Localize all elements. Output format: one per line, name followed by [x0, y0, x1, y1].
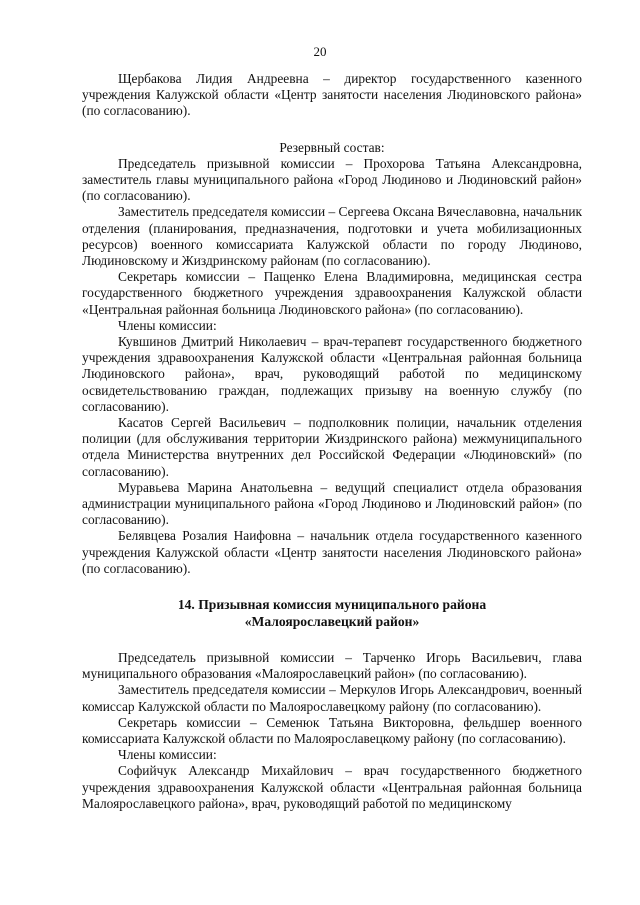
section-title	[82, 597, 582, 630]
section-deputy: Заместитель председателя комиссии – Меркулов Игорь Александрович, военный комиссар Калужской области по Малоярославецкому району (по согласованию).	[82, 682, 582, 714]
reserve-chairman: Председатель призывной комиссии – Прохорова Татьяна Александровна, заместитель главы муниципального района «Город Людиново и Людиновский район» (по согласованию).	[82, 155, 582, 204]
intro-paragraph: Щербакова Лидия Андреевна – директор государственного казенного учреждения Калужской области «Центр занятости населения Людиновского района» (по согласованию).	[82, 71, 582, 119]
reserve-members-heading: Члены комиссии:	[118, 317, 217, 333]
spacer	[82, 630, 582, 650]
reserve-member-muravyeva: Муравьева Марина Анатольевна – ведущий специалист отдела образования администрации муниципального района «Город Людиново и Людиновский район» (по согласованию).	[82, 479, 582, 528]
reserve-member-belyavtseva: Белявцева Розалия Наифовна – начальник отдела государственного казенного учреждения Калужской области «Центр занятости населения Людиновского района» (по согласованию).	[82, 528, 582, 576]
document-body	[82, 71, 582, 812]
reserve-heading: Резервный состав:	[279, 139, 385, 155]
reserve-member-kasatov: Касатов Сергей Васильевич – подполковник полиции, начальник отделения полиции (для обслуживания территории Жиздринского района) межмуниципального отдела Министерства внутренних дел Российской Федерации «Людиновский» (по согласованию).	[82, 415, 582, 479]
spacer	[82, 577, 582, 597]
page-number: 20	[313, 44, 327, 59]
section-chairman: Председатель призывной комиссии – Тарченко Игорь Васильевич, глава муниципального образования «Малоярославецкий район» (по согласованию).	[82, 649, 582, 682]
section-members-heading: Члены комиссии:	[118, 747, 217, 763]
reserve-secretary: Секретарь комиссии – Пащенко Елена Владимировна, медицинская сестра государственного бюджетного учреждения здравоохранения Калужской области «Центральная районная больница Людиновского района» (по согласованию).	[82, 269, 582, 317]
reserve-deputy: Заместитель председателя комиссии – Сергеева Оксана Вячеславовна, начальник отделения (планирования, предназначения, подготовки и учета мобилизационных ресурсов) военного комиссариата Калужской области по городу Людиново, Людиновскому и Жиздринскому районам (по согласованию).	[82, 204, 582, 269]
section-member-sofiychuk: Софийчук Александр Михайлович – врач государственного бюджетного учреждения здравоохранения Калужской области «Центральная районная больница Малоярославецкого района», врач, руководящий работой по медицинскому	[82, 763, 582, 811]
section-secretary: Секретарь комиссии – Семенюк Татьяна Викторовна, фельдшер военного комиссариата Калужской области по Малоярославецкому району (по согласованию).	[82, 714, 582, 746]
reserve-member-kuvshinov: Кувшинов Дмитрий Николаевич – врач-терапевт государственного бюджетного учреждения здравоохранения Калужской области «Центральная районная больница Людиновского района», врач, руководящий работой по медицинскому освидетельствованию граждан, подлежащих призыву на военную службу (по согласованию).	[82, 334, 582, 414]
spacer	[82, 120, 582, 140]
section-title-line1: 14. Призывная комиссия муниципального района	[177, 597, 487, 613]
section-title-line2: «Малоярославецкий район»	[244, 613, 420, 629]
